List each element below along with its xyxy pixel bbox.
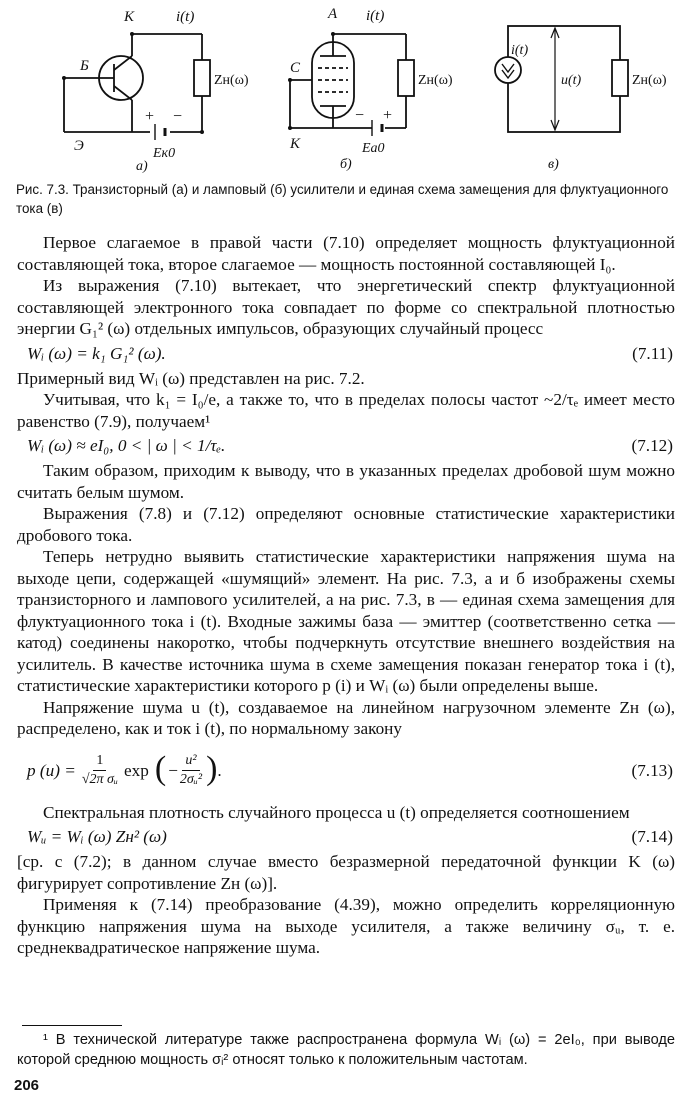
label-b-anode: А [328, 6, 338, 22]
label-a-impedance: Zн(ω) [214, 73, 249, 88]
equation-7-13-lhs: p (u) = [27, 760, 76, 780]
equation-7-13-fraction [82, 752, 118, 789]
label-c-voltage: u(t) [561, 73, 582, 88]
main-text [17, 232, 675, 959]
paragraph-10: [ср. с (7.2); в данном случае вместо безразмерной передаточной функции K (ω) фигурирует сопротивление Zн (ω)]. [17, 852, 675, 893]
label-b-cathode: К [290, 136, 300, 152]
equation-7-14 [17, 823, 675, 851]
label-b-tag: б) [340, 157, 352, 172]
label-c-current: i(t) [511, 43, 529, 58]
paragraph-6: Выражения (7.8) и (7.12) определяют основные статистические характеристики дробового тока. [17, 504, 675, 545]
equation-7-13-denominator: √2π σᵤ [81, 772, 119, 787]
equation-7-13: p (u) = $\frac{1}{\text{√2π σᵤ}}$ exp ( − $\frac{\text{u²}}{\text{2σᵤ²}}$ ) . (7.13) [17, 740, 675, 802]
paragraph-9: Спектральная плотность случайного процесса u (t) определяется соотношением [43, 802, 630, 822]
label-a-base: Б [80, 58, 89, 74]
label-a-emitter: Э [74, 138, 84, 154]
footnote: ¹ В технической литературе также распространена формула Wᵢ (ω) = 2eI₀, при выводе которой среднюю мощность σᵢ² относят только к положительным частотам. [17, 1032, 675, 1068]
label-c-impedance: Zн(ω) [632, 73, 667, 88]
circuit-diagrams [0, 0, 691, 180]
paragraph-7: Теперь нетрудно выявить статистические характеристики напряжения шума на выходе цепи, содержащей «шумящий» элемент. На рис. 7.3, а и б изображены схемы транзисторного и лампового усилителей, а на рис. 7.3, в — единая схема замещения для флуктуационного тока i (t). Входные зажимы база — эмиттер (соответственно сетка — катод) соединены накоротко, чтобы подчеркнуть отсутствие внешнего воздействия на усилитель. В качестве источника шума в схеме замещения показан генератор тока i (t), статистические характеристики которого p (i) и Wᵢ (ω) были определены выше. [17, 547, 675, 695]
label-b-impedance: Zн(ω) [418, 73, 453, 88]
label-b-source: Eа0 [362, 141, 385, 156]
label-b-minus: − [355, 107, 365, 124]
load-impedance-a [194, 60, 210, 96]
label-c-tag: в) [548, 157, 559, 172]
label-b-grid: С [290, 60, 301, 76]
label-a-source: Eк0 [153, 146, 176, 161]
label-a-current: i(t) [176, 9, 195, 25]
equation-7-13-numerator: 1 [93, 752, 106, 771]
label-a-k: К [124, 9, 134, 25]
equation-7-13-inner-denominator: 2σᵤ² [179, 772, 203, 787]
paragraph-11: Применяя к (7.14) преобразование (4.39), можно определить корреляционную функцию напряжения шума на выходе усилителя, а также величину σᵤ, т. е. среднеквадратическое напряжение шума. [17, 895, 675, 957]
equation-7-13-exp: exp [124, 760, 149, 780]
equation-7-12-number: (7.12) [631, 436, 673, 456]
label-a-minus: − [173, 108, 183, 125]
label-a-tag: а) [136, 159, 148, 174]
label-b-plus: + [383, 107, 393, 124]
load-impedance-c [612, 60, 628, 96]
paragraph-5: Таким образом, приходим к выводу, что в указанных пределах дробовой шум можно считать белым шумом. [17, 461, 675, 502]
equation-7-13-inner-numerator: u² [182, 752, 199, 771]
paragraph-3: Примерный вид Wᵢ (ω) представлен на рис. 7.2. [17, 368, 365, 388]
paragraph-2: Из выражения (7.10) вытекает, что энергетический спектр флуктуационной составляющей электронного тока совпадает по форме со спектральной плотностью энергии G₁² (ω) отдельных импульсов, образующих случайный процесс [17, 276, 675, 338]
label-b-current: i(t) [366, 8, 385, 24]
label-a-plus: + [145, 108, 155, 125]
footnote-rule [22, 1025, 122, 1026]
equation-7-11-body: Wᵢ (ω) = k₁ G₁² (ω). [27, 343, 166, 363]
equation-7-11-number: (7.11) [632, 343, 673, 363]
equation-7-12-body: Wᵢ (ω) ≈ eI₀, 0 < | ω | < 1/τₑ. [27, 436, 226, 456]
paragraph-8: Напряжение шума u (t), создаваемое на линейном нагрузочном элементе Zн (ω), распределено, как и ток i (t), по нормальному закону [17, 697, 675, 738]
equation-7-14-body: Wᵤ = Wᵢ (ω) Zн² (ω) [27, 827, 167, 847]
load-impedance-b [398, 60, 414, 96]
equation-7-12 [17, 432, 675, 460]
paragraph-4: Учитывая, что k₁ = I₀/e, а также то, что в пределах полосы частот ~2/τₑ имеет место равенство (7.9), получаем¹ [17, 390, 675, 431]
equation-7-11 [17, 340, 675, 368]
figure-7-3 [0, 0, 691, 180]
page-number: 206 [14, 1077, 40, 1094]
paragraph-1: Первое слагаемое в правой части (7.10) определяет мощность флуктуационной составляющей тока, второе слагаемое — мощность постоянной составляющей I₀. [17, 233, 675, 274]
equation-7-14-number: (7.14) [631, 827, 673, 847]
figure-caption: Рис. 7.3. Транзисторный (а) и ламповый (б) усилители и единая схема замещения для флуктуационного тока (в) [16, 182, 669, 216]
equation-7-13-inner-fraction [180, 752, 202, 789]
equation-7-13-number: (7.13) [631, 760, 673, 780]
